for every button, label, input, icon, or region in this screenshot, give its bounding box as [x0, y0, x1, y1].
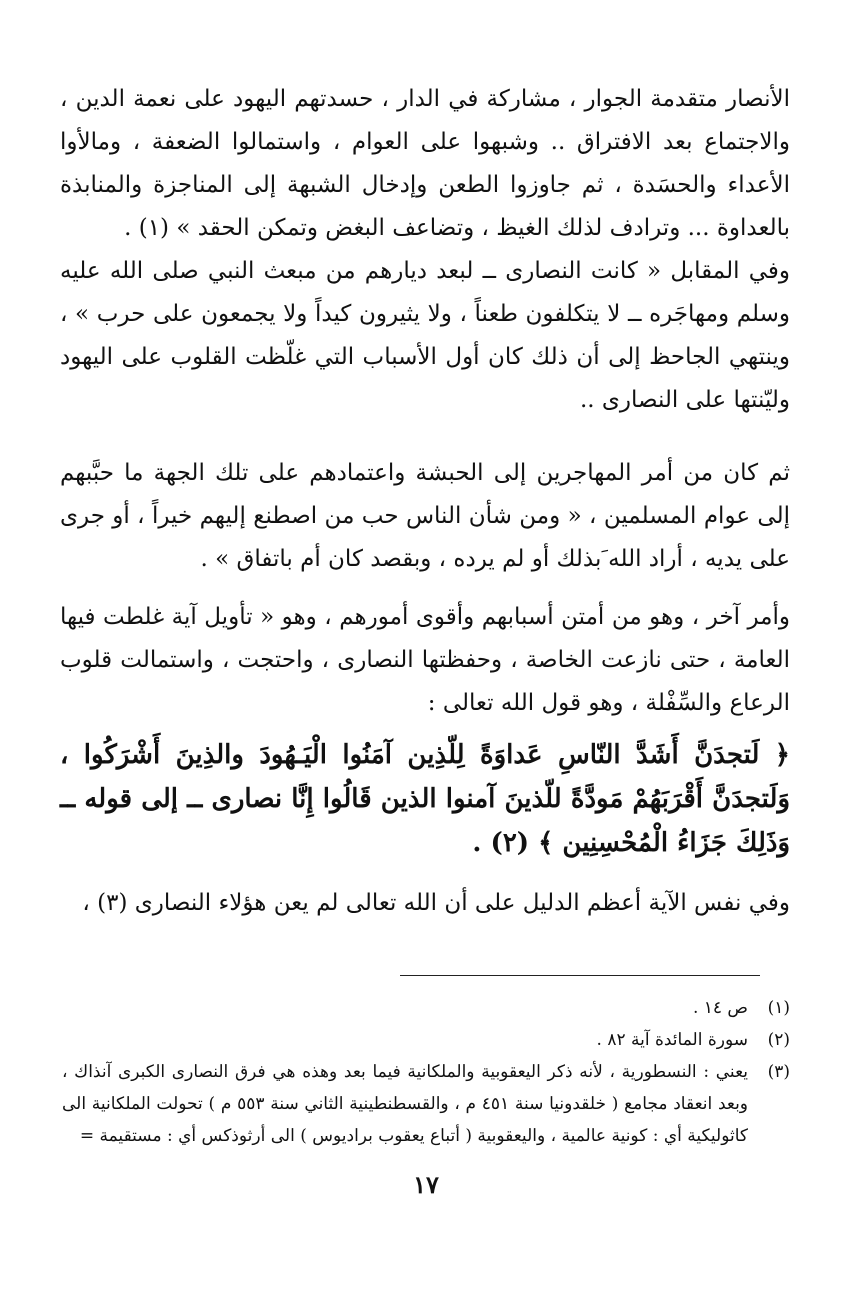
- paragraph-4: وأمر آخر ، وهو من أمتن أسبابهم وأقوى أمورهم ، وهو « تأويل آية غلطت فيها العامة ، حتى نازعت الخاصة ، وحفظتها النصارى ، واحتجت ، واستمالت قلوب الرعاع والسِّفْلة ، وهو قول الله تعالى :: [60, 604, 790, 716]
- page-number: ١٧: [413, 1170, 439, 1199]
- footnote-number: (١): [767, 998, 790, 1018]
- footnote-divider: [400, 975, 760, 976]
- footnote-number: (٣): [767, 1062, 790, 1082]
- paragraph-2: وفي المقابل « كانت النصارى ــ لبعد ديارهم من مبعث النبي صلى الله عليه وسلم ومهاجَره ــ لا يتكلفون طعناً ، ولا يثيرون كيداً ولا يجمعون على حرب » ، وينتهي الجاحظ إلى أن ذلك كان أول الأسباب التي غلّظت القلوب على اليهود وليّنتها على النصارى ..: [60, 258, 790, 413]
- footnote-text: سورة المائدة آية ٨٢ .: [596, 1030, 748, 1050]
- footnote-3: [62, 1056, 790, 1152]
- paragraph-1: الأنصار متقدمة الجوار ، مشاركة في الدار ، حسدتهم اليهود على نعمة الدين ، والاجتماع بعد الافتراق .. وشبهوا على العوام ، واستمالوا الضعفة ، ومالأوا الأعداء والحسَدة ، ثم جاوزوا الطعن وإدخال الشبهة إلى المناجزة والمنابذة بالعداوة ... وترادف لذلك الغيظ ، وتضاعف البغض وتمكن الحقد » (١) .: [60, 86, 790, 241]
- footnote-1: [62, 992, 790, 1024]
- footnote-number: (٢): [767, 1030, 790, 1050]
- footnote-2: [62, 1024, 790, 1056]
- quran-verse: ﴿ لَتجدَنَّ أَشَدَّ النّاسِ عَداوَةً لِلّذِين آمَنُوا الْيَـهُودَ والذِينَ أَشْرَكُوا ، وَلَتجدَنَّ أَقْرَبَهُمْ مَودَّةً للّذينَ آمنوا الذين قَالُوا إِنَّا نصارى ــ إلى قوله ــ وَذَلِكَ جَزَاءُ الْمُحْسِنِين ﴾ (٢) .: [60, 740, 790, 858]
- paragraph-3: ثم كان من أمر المهاجرين إلى الحبشة واعتمادهم على تلك الجهة ما حبَّبهم إلى عوام المسلمين ، « ومن شأن الناس حب من اصطنع إليهم خيراً ، أو جرى على يديه ، أراد الله َبذلك أو لم يرده ، وبقصد كان أم باتفاق » .: [60, 460, 790, 572]
- footnote-text: ص ١٤ .: [692, 998, 748, 1018]
- footnotes: [62, 992, 790, 1152]
- footnote-text: يعني : النسطورية ، لأنه ذكر اليعقوبية والملكانية فيما بعد وهذه هي فرق النصارى الكبرى آنذاك ، وبعد انعقاد مجامع ( خلقدونيا سنة ٤٥١ م ، والقسطنطينية الثاني سنة ٥٥٣ م ) تحولت الملكانية الى كاثوليكية أي : كونية عالمية ، واليعقوبية ( أتباع يعقوب براديوس ) الى أرثوذكس أي : مستقيمة =: [62, 1062, 749, 1146]
- paragraph-6: وفي نفس الآية أعظم الدليل على أن الله تعالى لم يعن هؤلاء النصارى (٣) ،: [82, 890, 790, 916]
